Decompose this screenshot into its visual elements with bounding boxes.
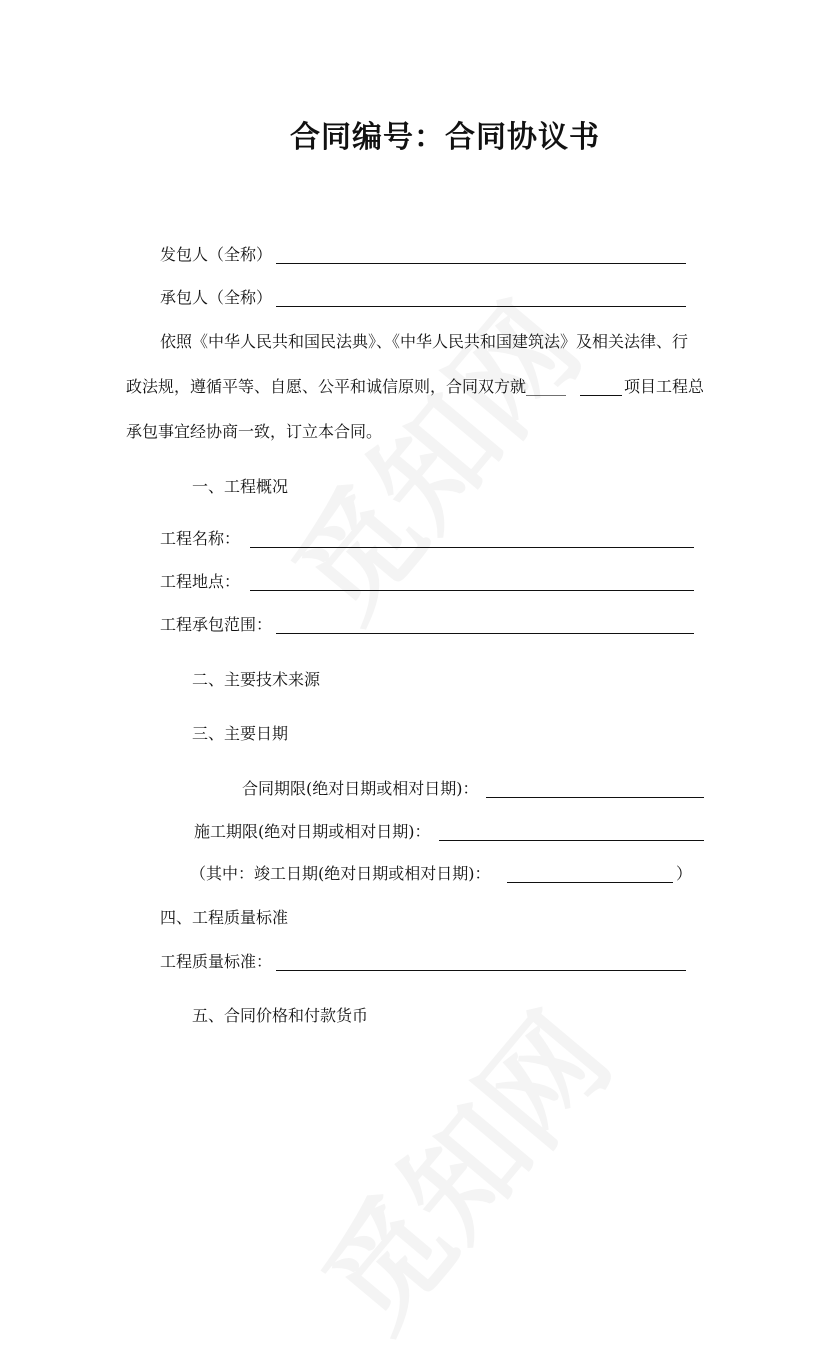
page-title: 合同编号：合同协议书: [290, 120, 600, 155]
quality-standard-field[interactable]: [276, 970, 686, 971]
completion-date-field[interactable]: [507, 882, 673, 883]
section-4-heading: 四、工程质量标准: [160, 908, 289, 927]
project-scope-field[interactable]: [276, 633, 694, 634]
completion-date-label: （其中：竣工日期(绝对日期或相对日期)：: [190, 864, 491, 883]
project-location-label: 工程地点：: [160, 572, 241, 591]
employer-blank[interactable]: [276, 263, 686, 264]
section-3-heading: 三、主要日期: [192, 724, 289, 743]
contract-period-label: 合同期限(绝对日期或相对日期)：: [242, 779, 479, 798]
watermark-bottom: [278, 973, 641, 1359]
construction-period-field[interactable]: [439, 840, 704, 841]
project-location-field[interactable]: [250, 590, 694, 591]
construction-period-label: 施工期限(绝对日期或相对日期)：: [194, 822, 431, 841]
section-2-heading: 二、主要技术来源: [192, 670, 321, 689]
project-name-field[interactable]: [250, 547, 694, 548]
intro-line-1: 依照《中华人民共和国民法典》、《中华人民共和国建筑法》及相关法律、行: [160, 332, 689, 351]
intro-line-3: 承包事宜经协商一致，订立本合同。: [126, 422, 383, 441]
contract-period-field[interactable]: [486, 797, 704, 798]
project-name-label: 工程名称：: [160, 529, 241, 548]
intro-line-2: 政法规，遵循平等、自愿、公平和诚信原则，合同双方就_____: [126, 377, 567, 396]
contractor-label: 承包人（全称）: [160, 288, 273, 307]
contractor-blank[interactable]: [276, 306, 686, 307]
employer-label: 发包人（全称）: [160, 245, 273, 264]
section-1-heading: 一、工程概况: [192, 477, 289, 496]
watermark: [248, 263, 611, 649]
section-5-heading: 五、合同价格和付款货币: [192, 1006, 369, 1025]
completion-date-suffix: ）: [676, 864, 693, 883]
quality-standard-label: 工程质量标准：: [160, 952, 273, 971]
project-scope-label: 工程承包范围：: [160, 615, 273, 634]
project-name-blank[interactable]: [580, 395, 622, 396]
intro-line-2-tail: 项目工程总: [624, 377, 705, 396]
